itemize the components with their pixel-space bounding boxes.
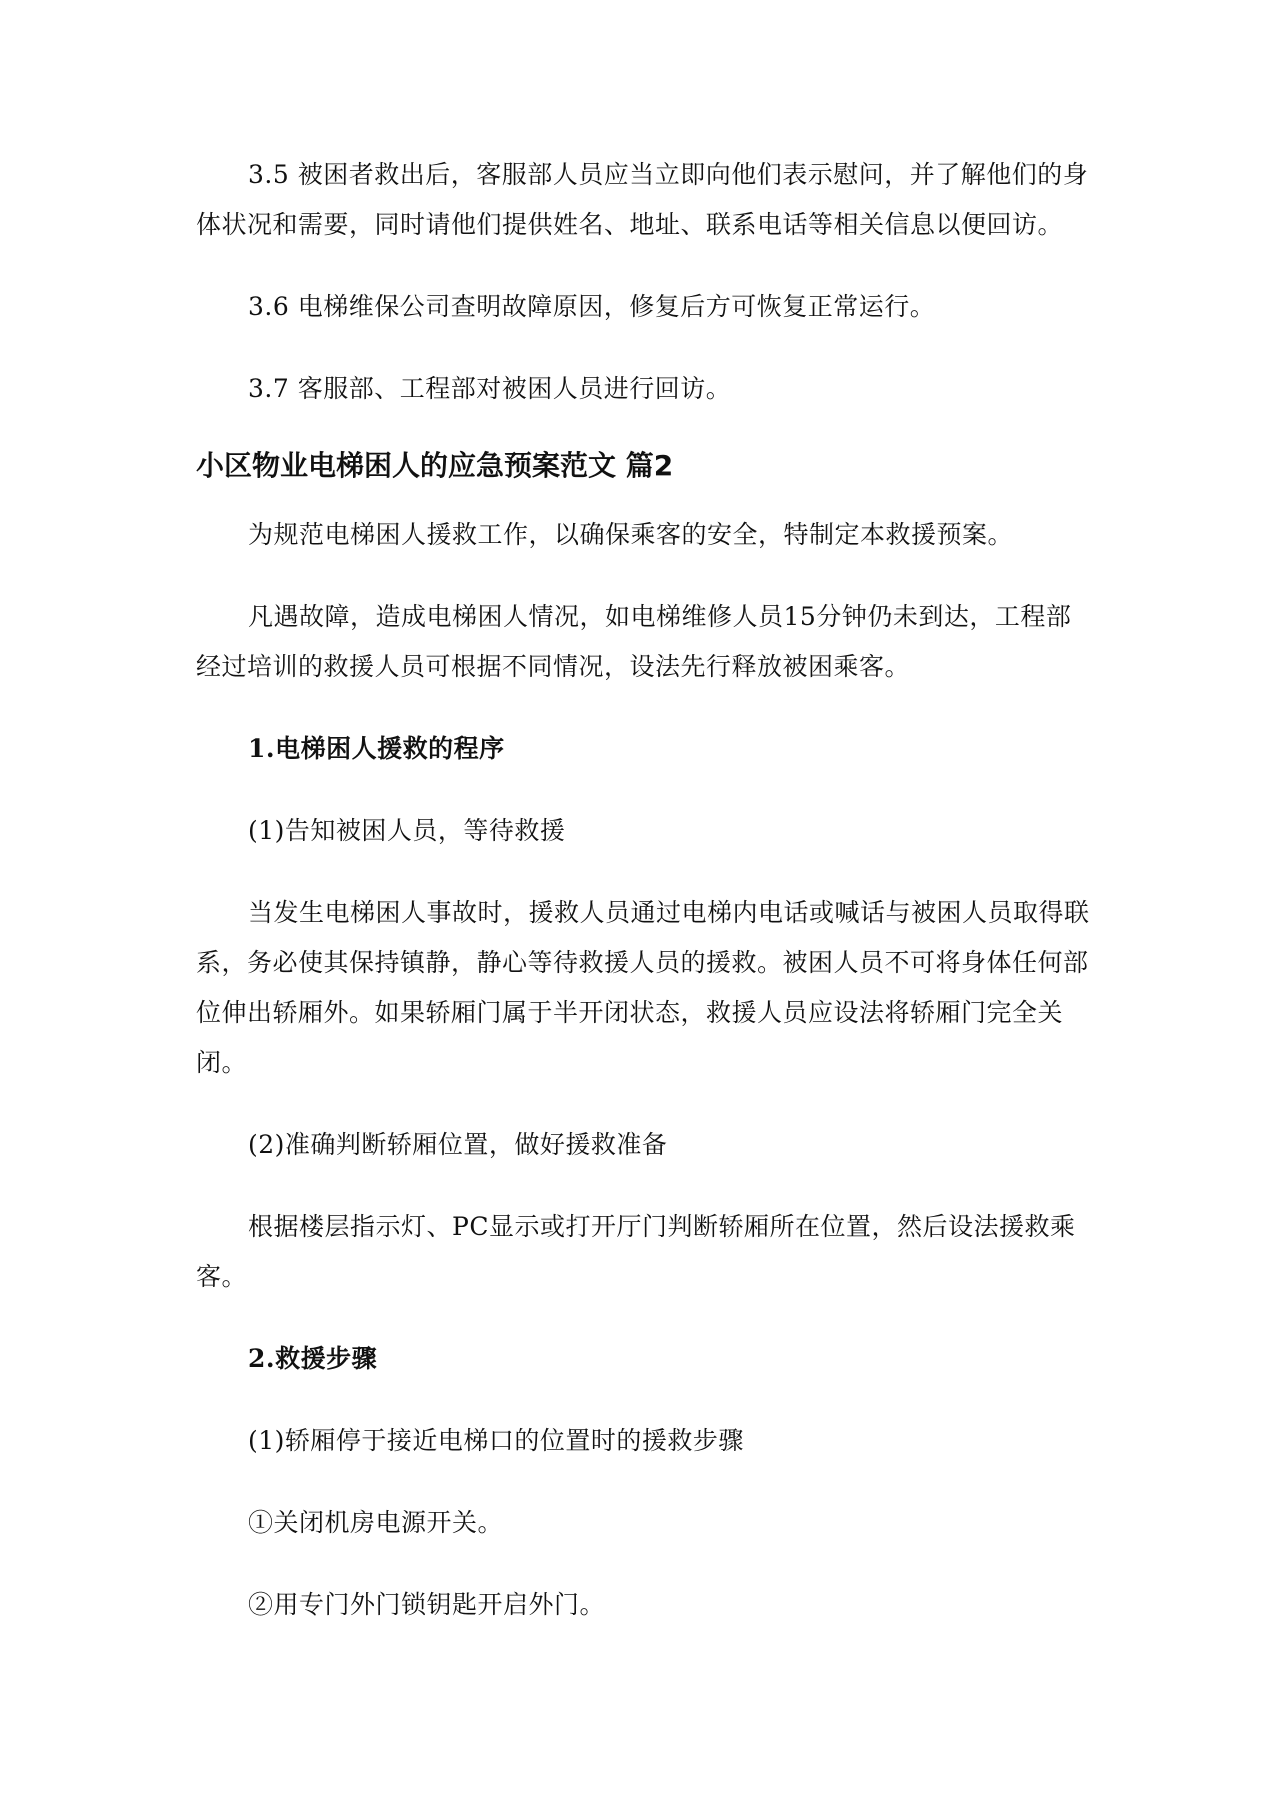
paragraph-3-6: 3.6 电梯维保公司查明故障原因，修复后方可恢复正常运行。	[248, 292, 936, 321]
step-inform-trapped: (1)告知被困人员，等待救援	[248, 816, 566, 845]
step-car-near-door: (1)轿厢停于接近电梯口的位置时的援救步骤	[248, 1426, 744, 1455]
step-power-off: ①关闭机房电源开关。	[248, 1508, 504, 1537]
step-open-outer-door: ②用专门外门锁钥匙开启外门。	[248, 1590, 606, 1619]
paragraph-fault: 凡遇故障，造成电梯困人情况，如电梯维修人员15分钟仍未到达，工程部经过培训的救援人员可根据不同情况，设法先行释放被困乘客。	[196, 602, 1072, 681]
paragraph-3-7: 3.7 客服部、工程部对被困人员进行回访。	[248, 374, 732, 403]
step-determine-position: (2)准确判断轿厢位置，做好援救准备	[248, 1130, 668, 1159]
paragraph-3-5: 3.5 被困者救出后，客服部人员应当立即向他们表示慰问，并了解他们的身体状况和需要，同时请他们提供姓名、地址、联系电话等相关信息以便回访。	[196, 160, 1089, 239]
paragraph-floor-indicator: 根据楼层指示灯、PC显示或打开厅门判断轿厢所在位置，然后设法援救乘客。	[196, 1212, 1076, 1291]
section-heading: 小区物业电梯困人的应急预案范文 篇2	[196, 449, 674, 482]
paragraph-intro: 为规范电梯困人援救工作，以确保乘客的安全，特制定本救援预案。	[248, 520, 1014, 549]
paragraph-contact-trapped: 当发生电梯困人事故时，援救人员通过电梯内电话或喊话与被困人员取得联系，务必使其保持镇静，静心等待救援人员的援救。被困人员不可将身体任何部位伸出轿厢外。如果轿厢门属于半开闭状态，救援人员应设法将轿厢门完全关闭。	[196, 898, 1090, 1077]
subheading-rescue-steps: 2.救援步骤	[248, 1344, 378, 1373]
document-body	[196, 150, 1096, 1662]
subheading-rescue-procedure: 1.电梯困人援救的程序	[248, 734, 505, 763]
